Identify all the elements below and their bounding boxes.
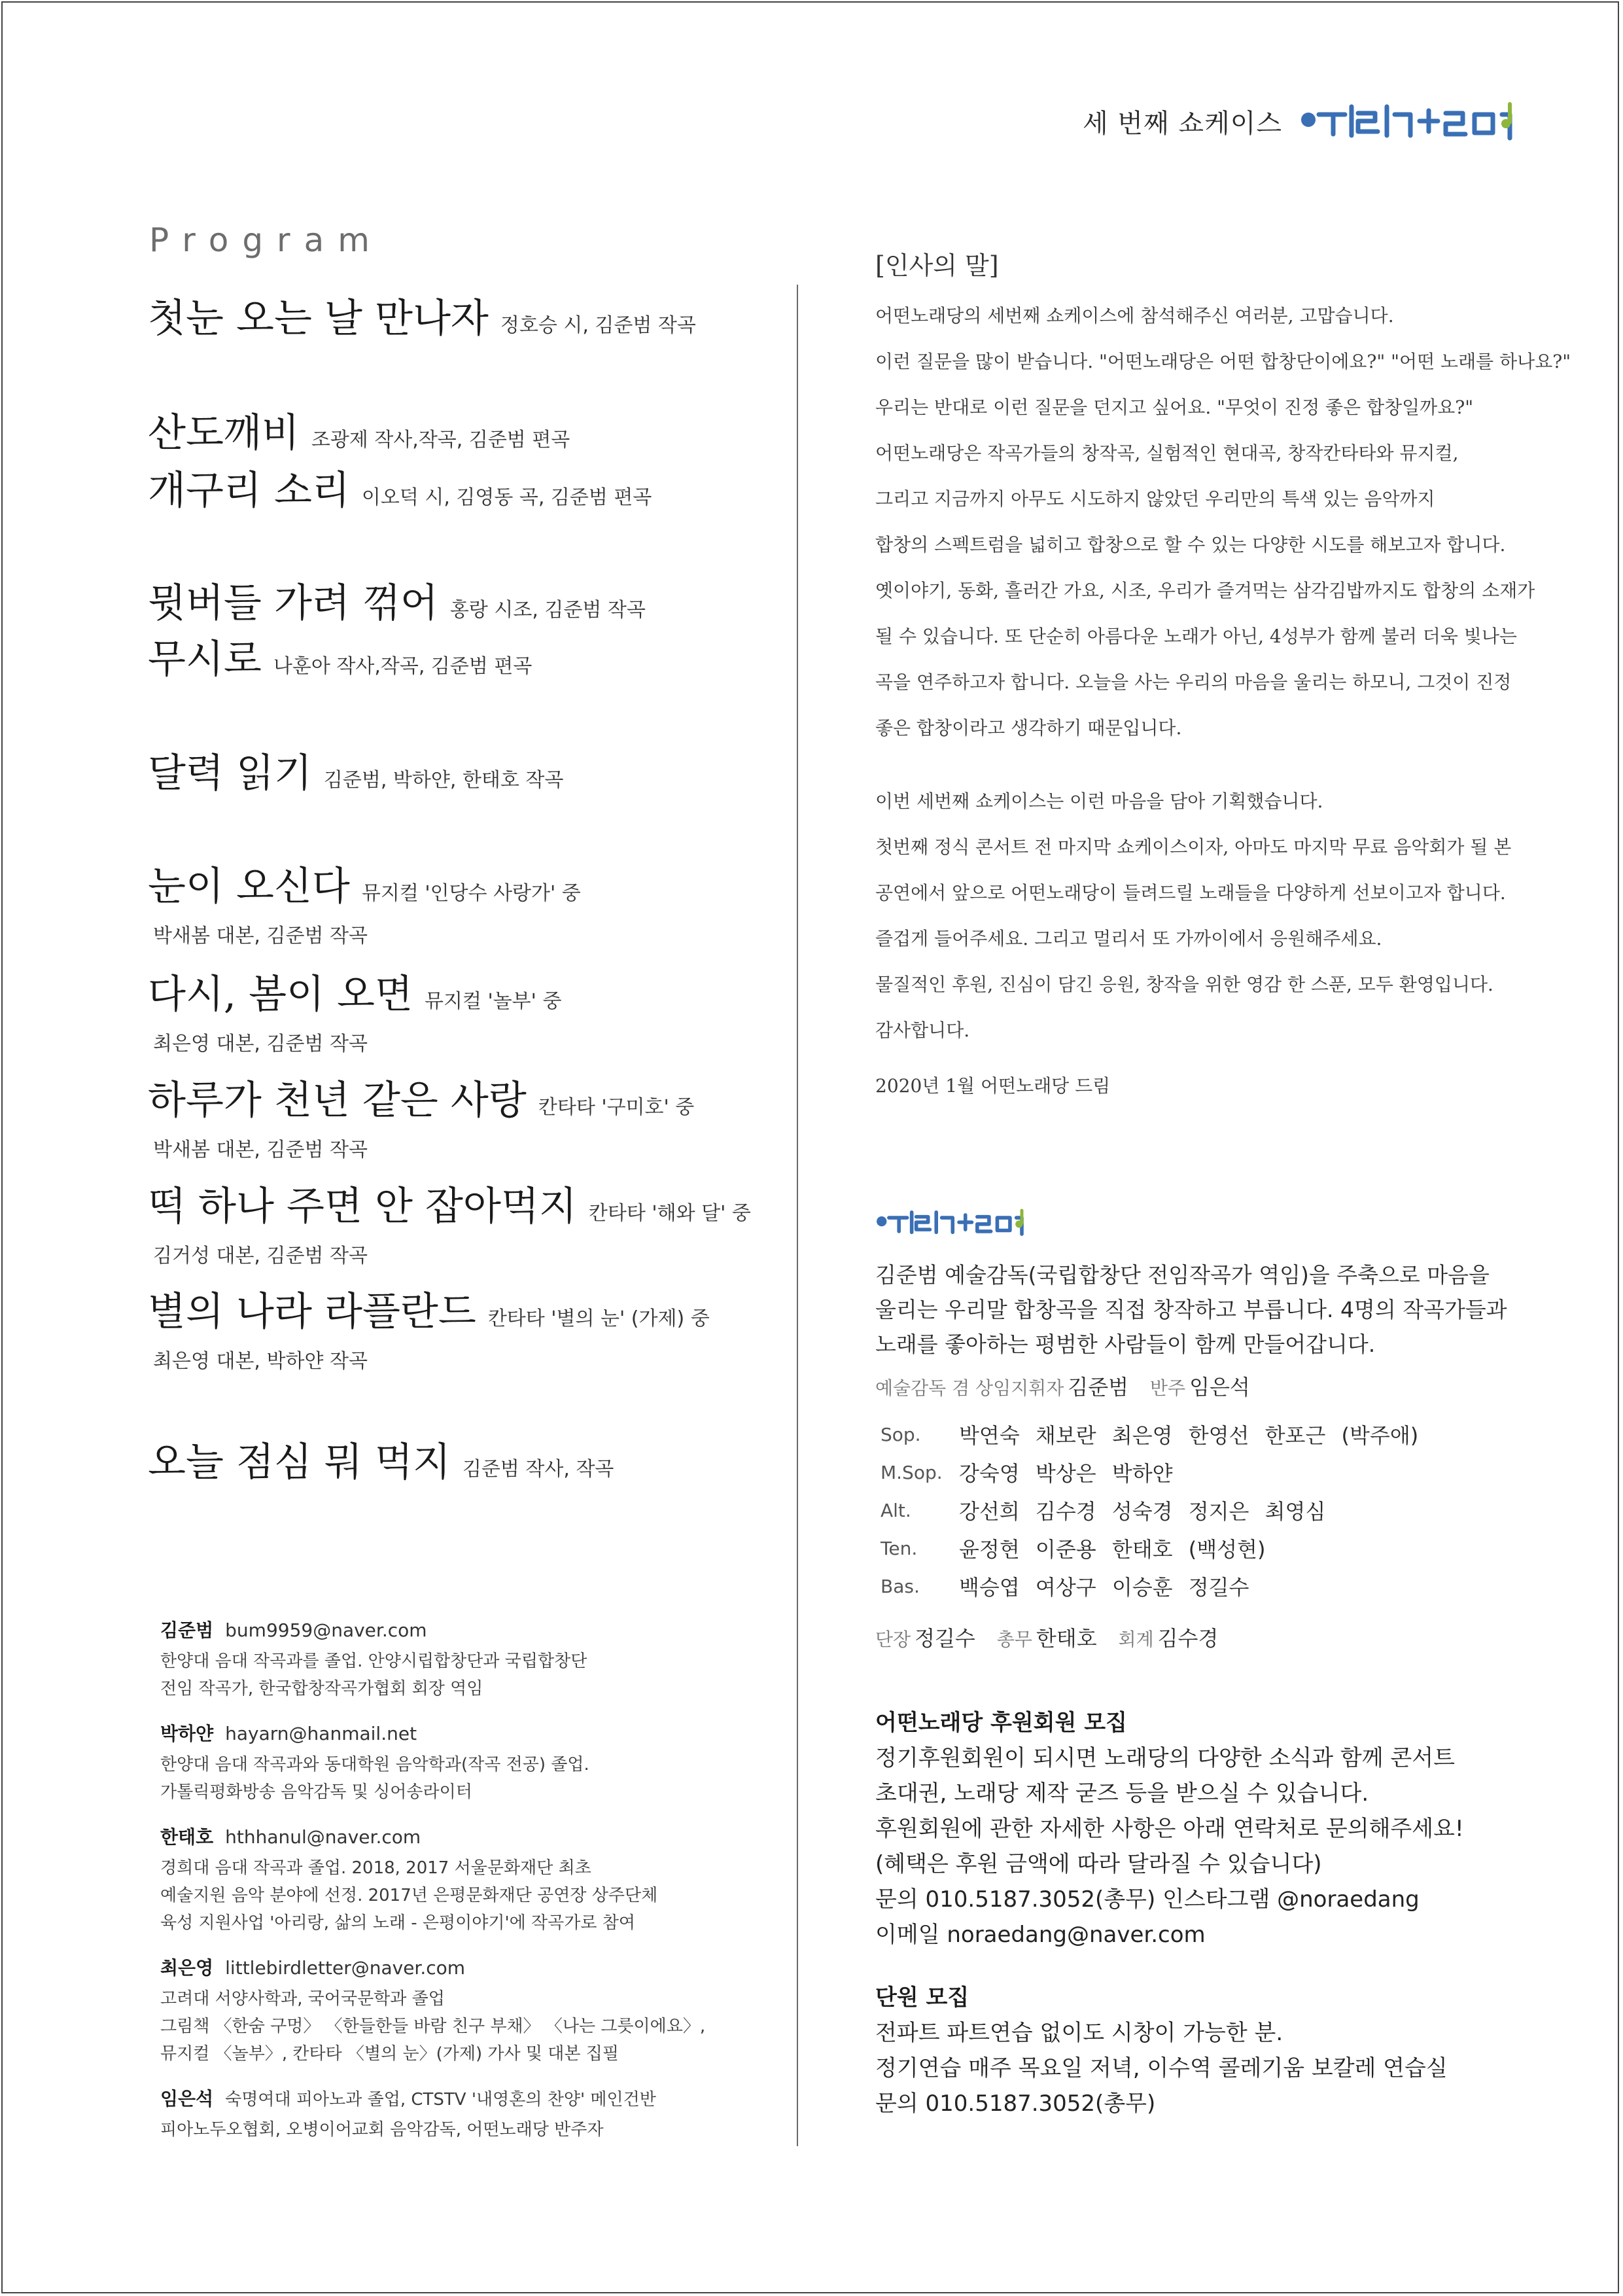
greeting-line: 될 수 있습니다. 또 단순히 아름다운 노래가 아닌, 4성부가 함께 불러 더욱 빛나는	[875, 626, 1517, 647]
staff-role: 단장	[875, 1629, 911, 1650]
recruit-line: 전파트 파트연습 없이도 시창이 가능한 분.	[875, 2020, 1283, 2046]
song-title: 눈이 오신다	[148, 864, 350, 910]
sponsor-line: 이메일 noraedang@naver.com	[875, 1922, 1206, 1948]
song-title: 하루가 천년 같은 사랑	[148, 1078, 527, 1123]
program-item	[148, 580, 646, 626]
song-credits: 칸타타 '구미호' 중	[538, 1096, 695, 1119]
program-item	[148, 1184, 751, 1268]
bio-email: littlebirdletter@naver.com	[225, 1957, 466, 1979]
song-title: 오늘 점심 뭐 먹지	[148, 1439, 451, 1485]
bio-name: 한태호	[160, 1826, 214, 1848]
song-credits: 뮤지컬 '인당수 사랑가' 중	[361, 882, 581, 905]
bio-name: 박하얀	[160, 1723, 214, 1744]
greeting-line: 우리는 반대로 이런 질문을 던지고 싶어요. "무엇이 진정 좋은 합창일까요?"	[875, 397, 1474, 418]
bio-name: 최은영	[160, 1957, 214, 1979]
bio-line: 피아노두오협회, 오병이어교회 음악감독, 어떤노래당 반주자	[160, 2120, 604, 2140]
sponsor-heading: 어떤노래당 후원회원 모집	[875, 1710, 1127, 1736]
greeting-line: 옛이야기, 동화, 흘러간 가요, 시조, 우리가 즐겨먹는 삼각김밥까지도 합창의 소재가	[875, 580, 1535, 601]
greeting-line: 이런 질문을 많이 받습니다. "어떤노래당은 어떤 합창단이에요?" "어떤 노래를 하나요?"	[875, 351, 1571, 372]
greeting-title: [인사의 말]	[875, 251, 999, 280]
sponsor-line: (혜택은 후원 금액에 따라 달라질 수 있습니다)	[875, 1851, 1322, 1877]
sponsor-line: 문의 010.5187.3052(총무) 인스타그램 @noraedang	[875, 1886, 1420, 1913]
greeting-line: 곡을 연주하고자 합니다. 오늘을 사는 우리의 마음을 울리는 하모니, 그것이 진정	[875, 671, 1512, 693]
program-item	[148, 1439, 614, 1485]
greeting-section	[875, 245, 1571, 1098]
bio-line: 한양대 음대 작곡과와 동대학원 음악학과(작곡 전공) 졸업.	[160, 1755, 589, 1775]
program-item	[148, 972, 562, 1056]
song-title: 개구리 소리	[148, 468, 350, 514]
bio-name: 임은석	[160, 2088, 214, 2110]
recruit-line: 문의 010.5187.3052(총무)	[875, 2091, 1156, 2117]
header	[1083, 95, 1525, 147]
part-name: Alt.	[881, 1499, 911, 1521]
composer-bios	[160, 1616, 736, 2161]
greeting-line: 어떤노래당은 작곡가들의 창작곡, 실험적인 현대곡, 창작칸타타와 뮤지컬,	[875, 442, 1459, 464]
greeting-line: 물질적인 후원, 진심이 담긴 응원, 창작을 위한 영감 한 스푼, 모두 환영입니다.	[875, 974, 1493, 995]
song-credits: 나훈아 작사,작곡, 김준범 편곡	[273, 655, 532, 678]
sponsor-line: 초대권, 노래당 제작 굳즈 등을 받으실 수 있습니다.	[875, 1780, 1369, 1807]
staff-name: 한태호	[1036, 1626, 1097, 1651]
greeting-line: 첫번째 정식 콘서트 전 마지막 쇼케이스이자, 아마도 마지막 무료 음악회가 될 본	[875, 836, 1512, 858]
table-row	[875, 1415, 1418, 1453]
bio-line: 경희대 음대 작곡과 졸업. 2018, 2017 서울문화재단 최초	[160, 1858, 591, 1878]
greeting-line: 합창의 스펙트럼을 넓히고 합창으로 할 수 있는 다양한 시도를 해보고자 합니다.	[875, 534, 1506, 556]
table-row	[875, 1453, 1418, 1491]
song-title: 달력 읽기	[148, 751, 312, 796]
program-item	[148, 637, 532, 682]
greeting-line: 즐겁게 들어주세요. 그리고 멀리서 또 가까이에서 응원해주세요.	[875, 928, 1382, 949]
showcase-subtitle: 세 번째 쇼케이스	[1083, 108, 1282, 139]
song-writers: 최은영 대본, 김준범 작곡	[153, 1033, 368, 1055]
song-credits: 조광제 작사,작곡, 김준범 편곡	[311, 429, 570, 451]
bio-entry	[160, 1720, 736, 1806]
greeting-line: 이번 세번째 쇼케이스는 이런 마음을 담아 기획했습니다.	[875, 790, 1323, 812]
sponsor-line: 후원회원에 관한 자세한 사항은 아래 연락처로 문의해주세요!	[875, 1816, 1464, 1842]
bio-entry	[160, 2085, 736, 2144]
role-name: 임은석	[1189, 1375, 1250, 1400]
recruit-heading: 단원 모집	[875, 1985, 969, 2011]
bio-entry	[160, 1954, 736, 2068]
choir-members-table	[875, 1415, 1418, 1605]
role-label: 반주	[1149, 1377, 1186, 1399]
greeting-line: 그리고 지금까지 아무도 시도하지 않았던 우리만의 특색 있는 음악까지	[875, 488, 1435, 510]
part-name: Ten.	[881, 1537, 918, 1559]
column-divider	[797, 285, 798, 2146]
song-writers: 박새봄 대본, 김준범 작곡	[153, 925, 368, 947]
program-item	[148, 1289, 710, 1373]
greeting-signature: 2020년 1월 어떤노래당 드림	[875, 1075, 1111, 1097]
song-credits: 뮤지컬 '놀부' 중	[424, 990, 562, 1013]
program-heading: Program	[149, 221, 383, 259]
bio-name: 김준범	[160, 1619, 214, 1641]
program-item	[148, 296, 696, 342]
choir-roles	[875, 1371, 1536, 1401]
choir-staff	[875, 1622, 1536, 1652]
song-writers: 최은영 대본, 박하얀 작곡	[153, 1350, 368, 1373]
program-item	[148, 468, 652, 514]
greeting-line: 좋은 합창이라고 생각하기 때문입니다.	[875, 717, 1182, 739]
bio-first-line: 숙명여대 피아노과 졸업, CTSTV '내영혼의 찬양' 메인건반	[225, 2090, 656, 2110]
greeting-line: 공연에서 앞으로 어떤노래당이 들려드릴 노래들을 다양하게 선보이고자 합니다.	[875, 882, 1506, 904]
bio-line: 뮤지컬 〈놀부〉, 칸타타 〈별의 눈〉(가제) 가사 및 대본 집필	[160, 2044, 619, 2064]
song-credits: 칸타타 '해와 달' 중	[588, 1202, 751, 1225]
bio-entry	[160, 1616, 736, 1703]
staff-role: 회계	[1118, 1629, 1154, 1650]
sponsor-line: 정기후원회원이 되시면 노래당의 다양한 소식과 함께 콘서트	[875, 1745, 1455, 1771]
sponsor-section	[875, 1704, 1556, 1952]
song-writers: 박새봄 대본, 김준범 작곡	[153, 1139, 368, 1161]
song-title: 산도깨비	[148, 410, 300, 456]
choir-section	[875, 1204, 1536, 1652]
staff-name: 김수경	[1157, 1626, 1219, 1651]
noraedang-logo	[1299, 95, 1525, 147]
song-credits: 홍랑 시조, 김준범 작곡	[449, 599, 646, 622]
part-members: 강숙영 박상은 박하얀	[959, 1461, 1173, 1486]
intro-line: 울리는 우리말 합창곡을 직접 창작하고 부릅니다. 4명의 작곡가들과	[875, 1297, 1507, 1322]
intro-line: 노래를 좋아하는 평범한 사람들이 함께 만들어갑니다.	[875, 1332, 1376, 1357]
song-title: 첫눈 오는 날 만나자	[148, 296, 489, 342]
intro-line: 김준범 예술감독(국립합창단 전임작곡가 역임)을 주축으로 마음을	[875, 1262, 1490, 1288]
recruit-line: 정기연습 매주 목요일 저녁, 이수역 콜레기움 보칼레 연습실	[875, 2055, 1448, 2081]
bio-line: 그림책 〈한숨 구멍〉 〈한들한들 바람 친구 부채〉 〈나는 그릇이에요〉,	[160, 2017, 706, 2036]
table-row	[875, 1567, 1418, 1605]
song-credits: 이오덕 시, 김영동 곡, 김준범 편곡	[361, 486, 652, 509]
song-title: 뮛버들 가려 꺾어	[148, 580, 438, 626]
part-members: 백승엽 여상구 이승훈 정길수	[959, 1575, 1249, 1600]
role-name: 김준범	[1068, 1375, 1129, 1400]
program-item	[148, 864, 581, 948]
program-item	[148, 410, 570, 456]
part-members: 강선희 김수경 성숙경 정지은 최영심	[959, 1499, 1326, 1524]
song-credits: 정호승 시, 김준범 작곡	[500, 314, 696, 337]
bio-line: 육성 지원사업 '아리랑, 삶의 노래 - 은평이야기'에 작곡가로 참여	[160, 1913, 635, 1933]
bio-entry	[160, 1823, 736, 1937]
song-title: 다시, 봄이 오면	[148, 972, 413, 1017]
staff-role: 총무	[996, 1629, 1032, 1650]
bio-line: 한양대 음대 작곡과를 졸업. 안양시립합창단과 국립합창단	[160, 1651, 587, 1671]
table-row	[875, 1529, 1418, 1567]
bio-line: 가톨릭평화방송 음악감독 및 싱어송라이터	[160, 1782, 472, 1802]
part-members: 윤정현 이준용 한태호 (백성현)	[959, 1537, 1266, 1562]
bio-email: hthhanul@naver.com	[225, 1826, 421, 1848]
song-title: 떡 하나 주면 안 잡아먹지	[148, 1184, 577, 1229]
member-recruit-section	[875, 1979, 1556, 2121]
song-credits: 칸타타 '별의 눈' (가제) 중	[487, 1307, 710, 1330]
bio-line: 고려대 서양사학과, 국어국문학과 졸업	[160, 1989, 445, 2009]
part-name: M.Sop.	[881, 1461, 943, 1483]
program-item	[148, 1078, 695, 1162]
logo-text: 어떤노래당	[1299, 95, 1302, 96]
choir-intro	[875, 1258, 1536, 1362]
program-item	[148, 751, 564, 796]
song-credits: 김준범, 박하얀, 한태호 작곡	[323, 769, 564, 792]
staff-name: 정길수	[915, 1626, 975, 1651]
song-title: 무시로	[148, 637, 262, 682]
song-title: 별의 나라 라플란드	[148, 1289, 476, 1335]
bio-line: 예술지원 음악 분야에 선정. 2017년 은평문화재단 공연장 상주단체	[160, 1886, 658, 1905]
greeting-line: 어떤노래당의 세번째 쇼케이스에 참석해주신 여러분, 고맙습니다.	[875, 305, 1394, 327]
song-writers: 김거성 대본, 김준범 작곡	[153, 1245, 368, 1267]
bio-line: 전임 작곡가, 한국합창작곡가협회 회장 역임	[160, 1679, 483, 1699]
role-label: 예술감독 겸 상임지휘자	[875, 1377, 1064, 1399]
part-name: Bas.	[881, 1575, 920, 1597]
noraedang-logo-small	[875, 1204, 1032, 1241]
part-name: Sop.	[881, 1423, 921, 1445]
bio-email: hayarn@hanmail.net	[225, 1723, 417, 1744]
part-members: 박연숙 채보란 최은영 한영선 한포근 (박주애)	[959, 1423, 1419, 1448]
greeting-line: 감사합니다.	[875, 1019, 970, 1041]
bio-email: bum9959@naver.com	[225, 1619, 427, 1641]
table-row	[875, 1491, 1418, 1529]
song-credits: 김준범 작사, 작곡	[462, 1458, 614, 1481]
